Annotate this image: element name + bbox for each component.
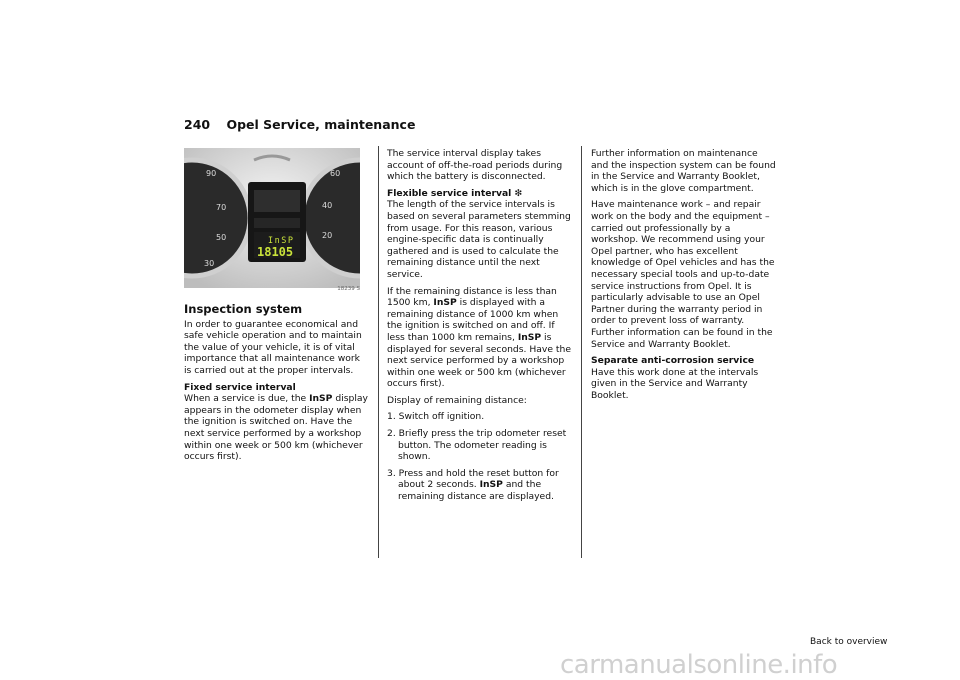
gauge-label: 70 bbox=[216, 203, 227, 212]
column-1 bbox=[184, 148, 368, 468]
watermark: carmanualsonline.info bbox=[560, 650, 838, 680]
paragraph: The service interval display takes account of off-the-road periods during which the battery is disconnected. bbox=[387, 148, 563, 183]
paragraph: Fixed service interval When a service is due, the InSP display appears in the odometer display when the ignition is switched on. Have the next service performed by a workshop within one week or 500 km (whichever occurs first). bbox=[184, 381, 368, 463]
gauge-label: 60 bbox=[330, 169, 341, 178]
figure-code: 18239 S bbox=[337, 286, 360, 293]
gauge-label: 40 bbox=[322, 201, 333, 210]
paragraph: Flexible service interval ❇ The length of the service intervals is based on several parameters stemming from usage. For this reason, various engine-specific data is continually gathered and is used to calculate the remaining distance until the next service. bbox=[387, 188, 573, 281]
list-item: 2. Briefly press the trip odometer reset button. The odometer reading is shown. bbox=[387, 428, 567, 463]
column-divider bbox=[378, 146, 379, 558]
gauge-label: 30 bbox=[204, 259, 215, 268]
display-odometer: 18105 bbox=[257, 245, 294, 259]
page-number: 240 bbox=[184, 117, 211, 132]
paragraph: Further information on maintenance and the inspection system can be found in the Service and Warranty Booklet, which is in the glove compartment. bbox=[591, 148, 776, 194]
instrument-cluster-illustration bbox=[184, 148, 360, 288]
gauge-label: 20 bbox=[322, 231, 333, 240]
paragraph: If the remaining distance is less than 1500 km, InSP is displayed with a remaining distance of 1000 km when the ignition is switched on and off. If less than 1000 km remains, InSP is displayed for several seconds. Have the next service performed by a workshop within one week or 500 km (whichever occurs first). bbox=[387, 285, 572, 390]
instrument-cluster-figure bbox=[184, 148, 360, 296]
paragraph: Display of remaining distance: bbox=[387, 394, 527, 406]
page-title: Opel Service, maintenance bbox=[226, 117, 416, 132]
back-to-overview-link[interactable]: Back to overview bbox=[810, 637, 888, 647]
page-header bbox=[184, 117, 415, 132]
steps-list bbox=[387, 411, 573, 502]
gauge-label: 50 bbox=[216, 233, 227, 242]
gauge-label: 90 bbox=[206, 169, 217, 178]
paragraph: Separate anti-corrosion service Have this work done at the intervals given in the Service and Warranty Booklet. bbox=[591, 355, 777, 401]
subheading: Separate anti-corrosion service bbox=[591, 355, 755, 367]
section-title: Inspection system bbox=[184, 302, 303, 316]
subheading: Fixed service interval bbox=[184, 381, 296, 393]
display-insp: InSP bbox=[268, 236, 295, 246]
list-item: 3. Press and hold the reset button for about 2 seconds. InSP and the remaining distance are displayed. bbox=[387, 467, 559, 503]
paragraph: In order to guarantee economical and safe vehicle operation and to maintain the value of your vehicle, it is of vital importance that all maintenance work is carried out at the proper intervals. bbox=[184, 318, 362, 376]
list-item: 1. Switch off ignition. bbox=[387, 411, 485, 423]
column-divider bbox=[581, 146, 582, 558]
paragraph: Have maintenance work – and repair work on the body and the equipment – carried out professionally by a workshop. We recommend using your Opel partner, who has excellent knowledge of Opel vehicles and has the necessary special tools and up-to-date service instructions from Opel. It is particularly advisable to use an Opel Partner during the warranty period in order to prevent loss of warranty. Further information can be found in the Service and Warranty Booklet. bbox=[591, 199, 775, 350]
subheading: Flexible service interval ❇ bbox=[387, 187, 523, 199]
column-3 bbox=[591, 148, 777, 406]
column-2 bbox=[387, 148, 573, 508]
